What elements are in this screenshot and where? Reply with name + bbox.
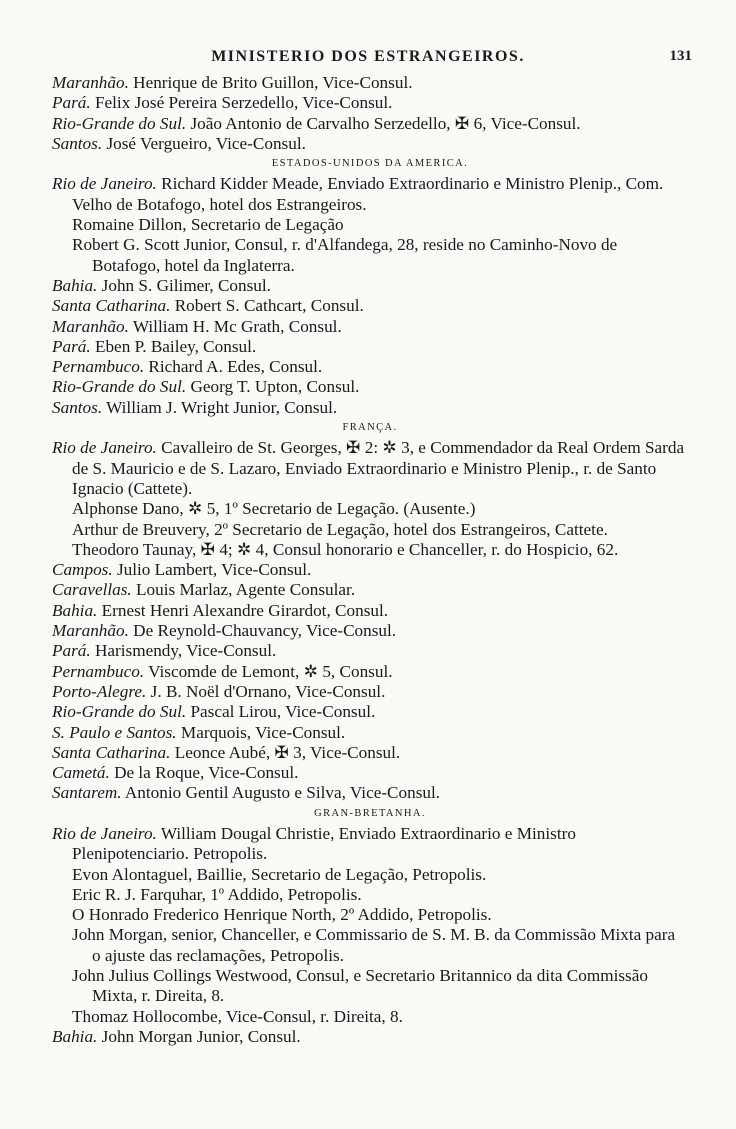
directory-entry — [52, 743, 688, 763]
directory-entry — [52, 438, 688, 499]
directory-entry — [52, 357, 688, 377]
entry-text: Leonce Aubé, ✠ 3, Vice-Consul. — [170, 742, 401, 762]
entry-place: S. Paulo e Santos. — [52, 722, 177, 742]
directory-entry — [52, 966, 688, 1007]
entry-place: Caravellas. — [52, 580, 132, 600]
entry-text: Louis Marlaz, Agente Consular. — [131, 580, 356, 600]
entry-text: Evon Alontaguel, Baillie, Secretario de Legação, Petropolis. — [72, 864, 487, 884]
entry-place: Santos. — [52, 133, 103, 153]
directory-entry — [52, 702, 688, 722]
directory-entry — [52, 73, 688, 93]
directory-entry — [52, 601, 688, 621]
directory-entry — [52, 235, 688, 276]
page-header — [0, 48, 736, 70]
directory-entry — [52, 865, 688, 885]
directory-entry — [52, 134, 688, 154]
entry-text: João Antonio de Carvalho Serzedello, ✠ 6, Vice-Consul. — [186, 113, 581, 133]
entry-text: Pascal Lirou, Vice-Consul. — [186, 702, 376, 722]
directory-entry — [52, 398, 688, 418]
entry-place: Pará. — [52, 93, 91, 113]
directory-entry — [52, 317, 688, 337]
entry-place: Rio-Grande do Sul. — [52, 702, 187, 722]
entry-text: William J. Wright Junior, Consul. — [102, 397, 338, 417]
entry-place: Bahia. — [52, 1026, 98, 1046]
entry-text: William H. Mc Grath, Consul. — [128, 316, 342, 336]
section-heading: FRANÇA. — [342, 422, 398, 434]
directory-entry — [52, 114, 688, 134]
entry-place: Campos. — [52, 560, 113, 580]
entry-text: Richard A. Edes, Consul. — [144, 357, 323, 377]
entry-text: John Julius Collings Westwood, Consul, e Secretario Britannico da dita Commissão Mixta, r. Direita, 8. — [72, 966, 648, 1006]
entry-text: J. B. Noël d'Ornano, Vice-Consul. — [146, 681, 386, 701]
entry-place: Maranhão. — [52, 73, 129, 92]
directory-entry — [52, 662, 688, 682]
section-heading: GRAN-BRETANHA. — [314, 807, 426, 819]
directory-entry — [52, 1027, 688, 1047]
entry-text: José Vergueiro, Vice-Consul. — [102, 133, 306, 153]
entry-text: Eric R. J. Farquhar, 1º Addido, Petropolis. — [72, 884, 362, 904]
entry-place: Pernambuco. — [52, 357, 145, 377]
entry-place: Rio-Grande do Sul. — [52, 377, 187, 397]
directory-entry — [52, 1007, 688, 1027]
entry-place: Rio-Grande do Sul. — [52, 113, 187, 133]
directory-entry — [52, 641, 688, 661]
directory-entry — [52, 824, 688, 865]
directory-entry — [52, 337, 688, 357]
entry-text: Ernest Henri Alexandre Girardot, Consul. — [97, 600, 389, 620]
entry-place: Cametá. — [52, 763, 110, 783]
entry-place: Rio de Janeiro. — [52, 174, 157, 194]
entry-place: Pará. — [52, 336, 91, 356]
entry-text: Julio Lambert, Vice-Consul. — [112, 560, 312, 580]
directory-entry — [52, 925, 688, 966]
directory-entry — [52, 540, 688, 560]
entry-text: De la Roque, Vice-Consul. — [109, 763, 299, 783]
entry-text: De Reynold-Chauvancy, Vice-Consul. — [128, 621, 397, 641]
entry-text: Felix José Pereira Serzedello, Vice-Consul. — [90, 93, 393, 113]
entry-text: Georg T. Upton, Consul. — [186, 377, 360, 397]
directory-entry — [52, 723, 688, 743]
directory-entry — [52, 621, 688, 641]
directory-entry — [52, 783, 688, 803]
entry-text: Theodoro Taunay, ✠ 4; ✲ 4, Consul honorario e Chanceller, r. do Hospicio, 62. — [72, 539, 619, 559]
entry-text: Harismendy, Vice-Consul. — [90, 641, 277, 661]
directory-entry — [52, 682, 688, 702]
section-heading: ESTADOS-UNIDOS DA AMERICA. — [271, 158, 469, 170]
directory-entry — [52, 93, 688, 113]
entry-place: Santarem. — [52, 783, 122, 803]
directory-entry — [52, 763, 688, 783]
directory-entry — [52, 580, 688, 600]
directory-entry — [52, 296, 688, 316]
entry-text: Arthur de Breuvery, 2º Secretario de Legação, hotel dos Estrangeiros, Cattete. — [72, 519, 608, 539]
entry-place: Porto-Alegre. — [52, 681, 147, 701]
entry-place: Santos. — [52, 397, 103, 417]
directory-entry — [52, 174, 688, 215]
directory-entry — [52, 520, 688, 540]
entry-text: John Morgan, senior, Chanceller, e Commissario de S. M. B. da Commissão Mixta para o ajuste das reclamações, Petropolis. — [72, 925, 676, 965]
directory-entry — [52, 377, 688, 397]
entry-text: Thomaz Hollocombe, Vice-Consul, r. Direita, 8. — [72, 1006, 403, 1026]
entry-place: Pará. — [52, 641, 91, 661]
entry-text: Robert S. Cathcart, Consul. — [170, 296, 364, 316]
entry-text: Antonio Gentil Augusto e Silva, Vice-Consul. — [121, 783, 441, 803]
entry-text: Eben P. Bailey, Consul. — [90, 336, 257, 356]
directory-entry — [52, 499, 688, 519]
entry-text: Robert G. Scott Junior, Consul, r. d'Alfandega, 28, reside no Caminho-Novo de Botafogo, hotel da Inglaterra. — [72, 235, 618, 275]
entry-text: Marquois, Vice-Consul. — [176, 722, 346, 742]
entry-place: Santa Catharina. — [52, 742, 171, 762]
entry-text: O Honrado Frederico Henrique North, 2º Addido, Petropolis. — [72, 905, 492, 925]
running-title: MINISTERIO DOS ESTRANGEIROS. — [211, 48, 525, 65]
entry-place: Santa Catharina. — [52, 296, 171, 316]
entry-place: Maranhão. — [52, 621, 129, 641]
directory-entry — [52, 276, 688, 296]
entry-text: John S. Gilimer, Consul. — [97, 275, 271, 295]
page-number: 131 — [669, 48, 692, 64]
entry-text: John Morgan Junior, Consul. — [97, 1026, 301, 1046]
directory-entry — [52, 885, 688, 905]
entry-place: Maranhão. — [52, 316, 129, 336]
entry-place: Bahia. — [52, 275, 98, 295]
entry-text: Henrique de Brito Guillon, Vice-Consul. — [128, 73, 413, 92]
entry-place: Bahia. — [52, 600, 98, 620]
entry-text: William Dougal Christie, Enviado Extraordinario e Ministro Plenipotenciario. Petropolis. — [72, 823, 576, 864]
entry-text: Richard Kidder Meade, Enviado Extraordinario e Ministro Plenip., Com. Velho de Botafogo, hotel dos Estrangeiros. — [72, 174, 664, 214]
directory-entry — [52, 215, 688, 235]
entry-place: Rio de Janeiro. — [52, 823, 157, 843]
document-body — [52, 73, 688, 1047]
entry-text: Alphonse Dano, ✲ 5, 1º Secretario de Legação. (Ausente.) — [72, 499, 476, 519]
directory-entry — [52, 905, 688, 925]
entry-text: Cavalleiro de St. Georges, ✠ 2: ✲ 3, e Commendador da Real Ordem Sarda de S. Mauricio e de S. Lazaro, Enviado Extraordinario e Ministro Plenip., r. de Santo Ignacio (Cattete). — [72, 438, 685, 498]
entry-place: Rio de Janeiro. — [52, 438, 157, 458]
directory-entry — [52, 560, 688, 580]
entry-place: Pernambuco. — [52, 661, 145, 681]
entry-text: Viscomde de Lemont, ✲ 5, Consul. — [144, 661, 393, 681]
entry-text: Romaine Dillon, Secretario de Legação — [72, 215, 344, 235]
